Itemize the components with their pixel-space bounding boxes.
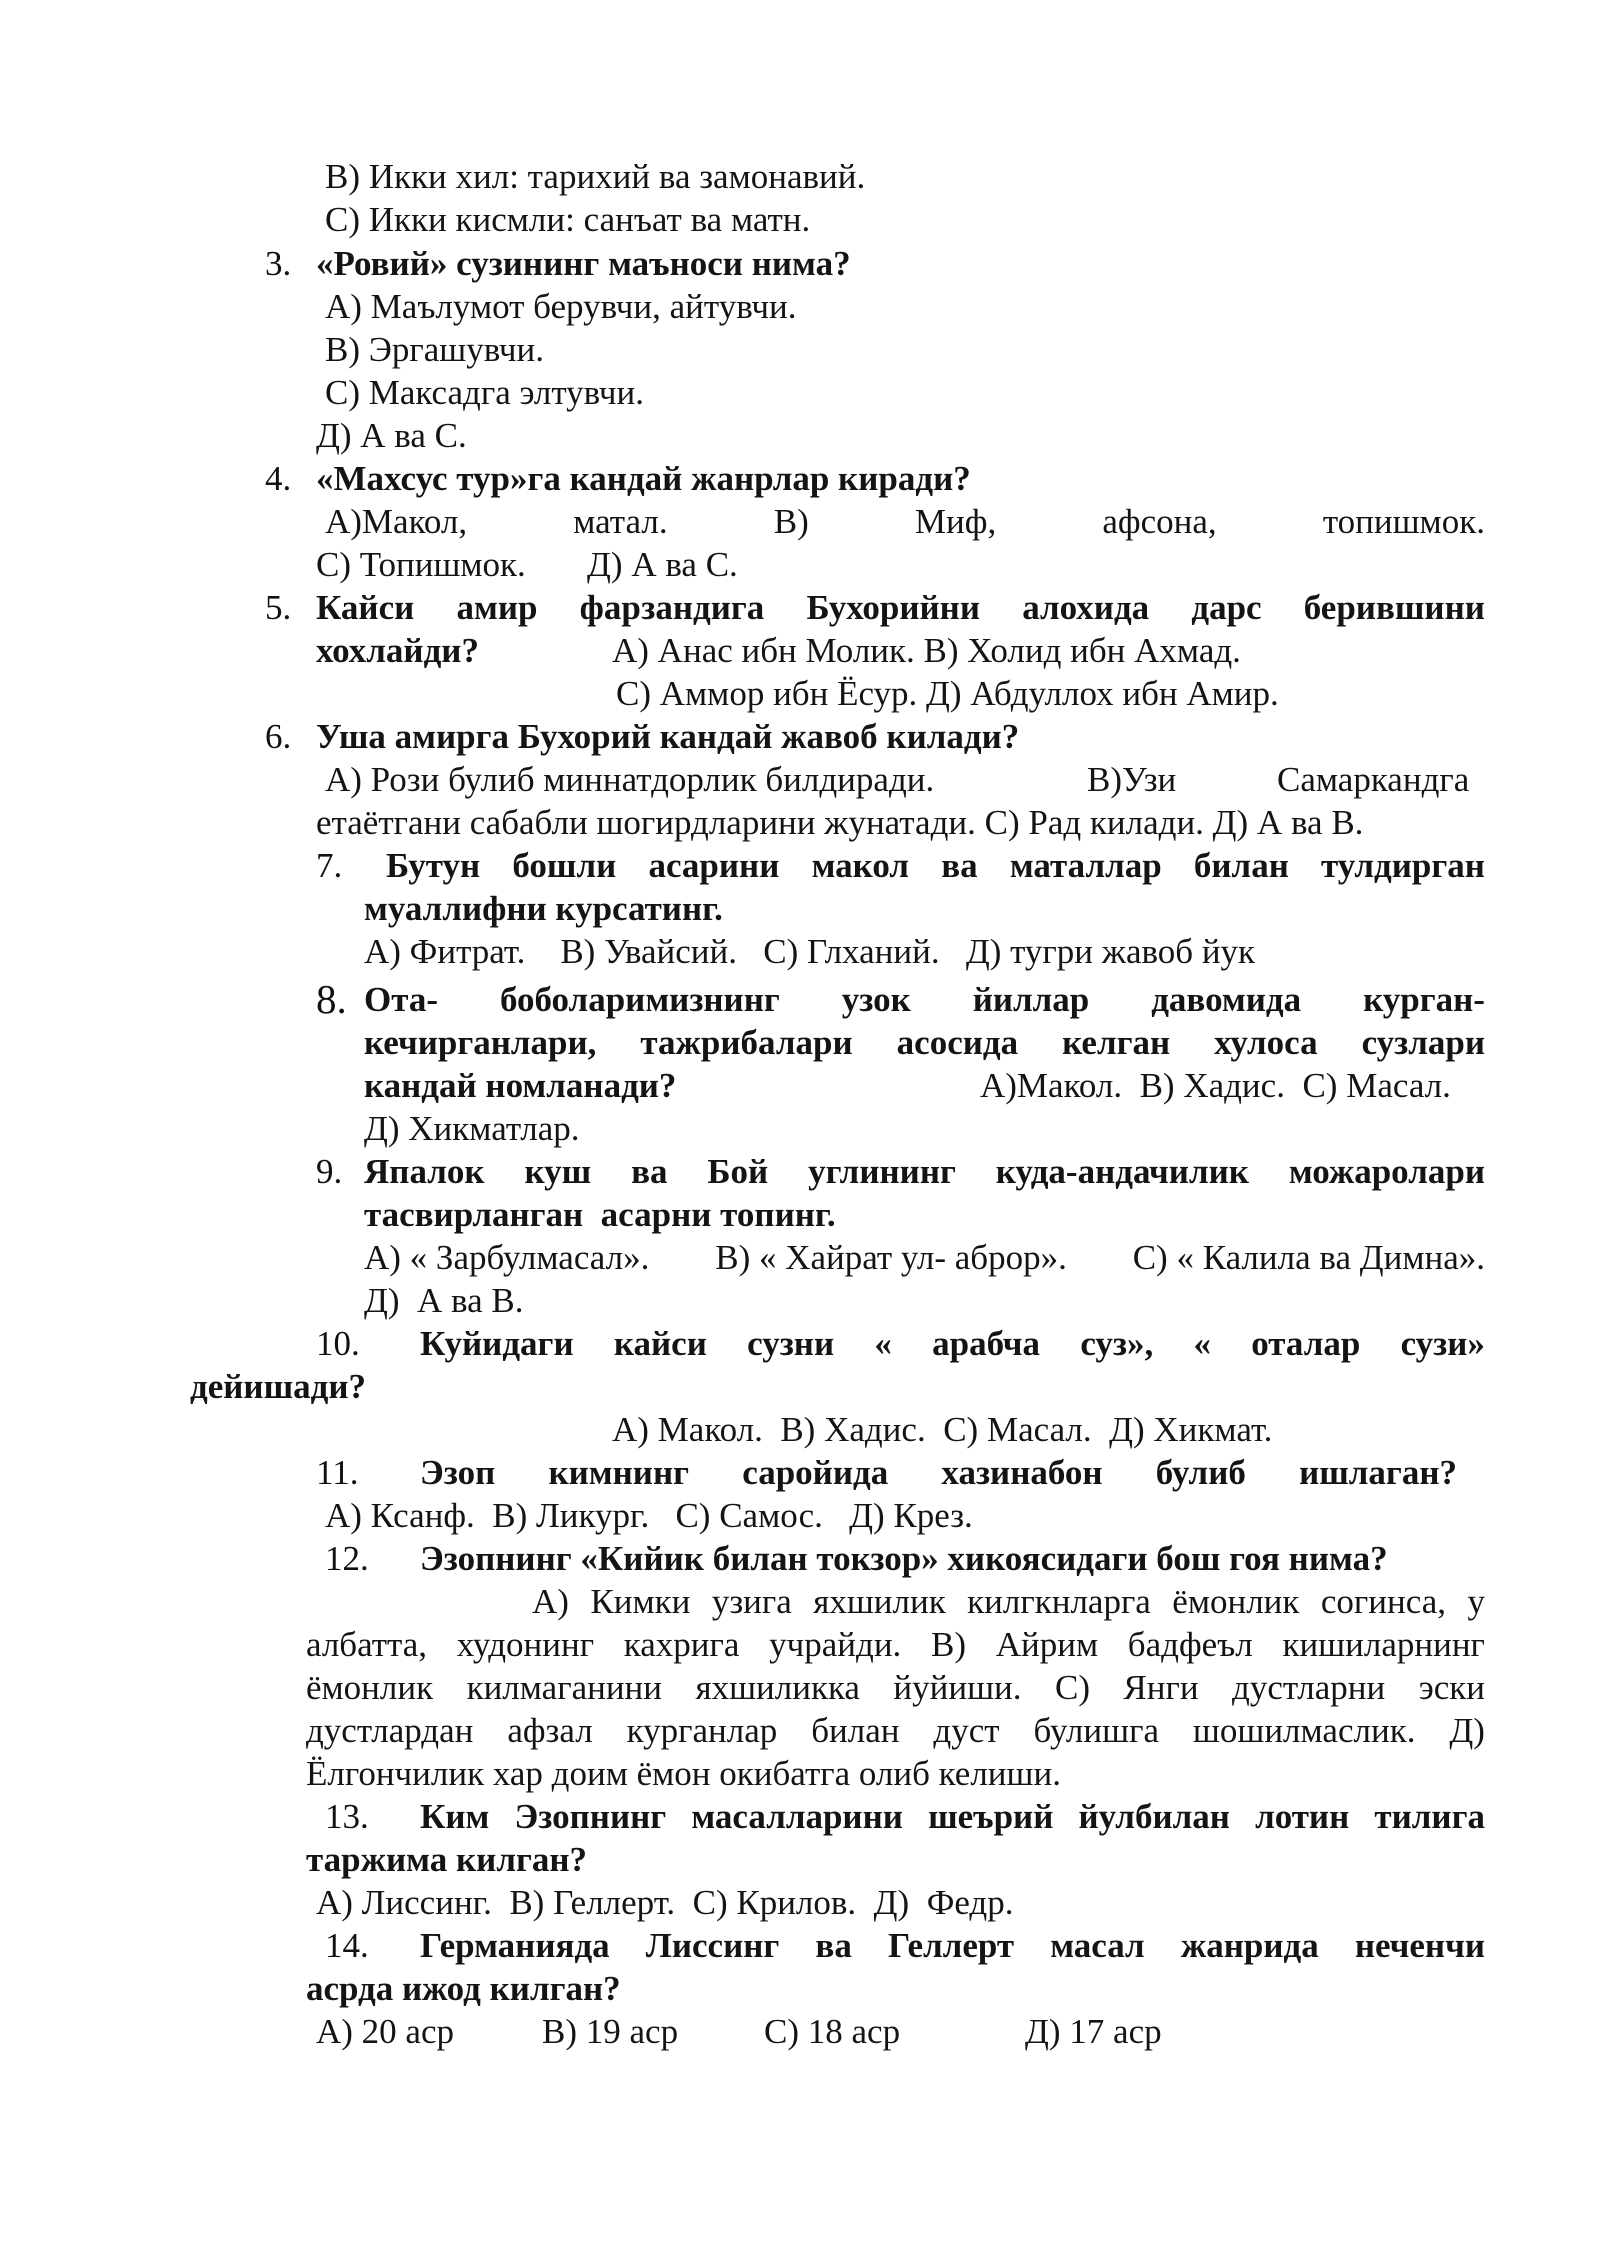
answer-word: яхшиликка: [695, 1668, 860, 1707]
question-word: Ким: [420, 1797, 490, 1836]
answer-word: билан: [811, 1711, 900, 1750]
question-word: ва: [631, 1152, 668, 1191]
question-word: алохида: [1022, 588, 1150, 627]
answer-word: афзал: [507, 1711, 593, 1750]
question-number: 3.: [265, 244, 292, 283]
question-text: [420, 1451, 1457, 1494]
answer-line: Д) А ва В.: [364, 1281, 524, 1320]
answer-line: В)Узи: [1087, 760, 1177, 799]
question-word: куш: [524, 1152, 592, 1191]
question-word: можаролари: [1288, 1152, 1485, 1191]
answer-word: узига: [711, 1582, 792, 1621]
question-number: 9.: [316, 1152, 343, 1191]
question-number: 13.: [325, 1797, 369, 1836]
question-word: Ота-: [364, 980, 438, 1019]
answer-line: А) Фитрат. В) Увайсий. С) Глханий. Д) тугри жавоб йук: [364, 932, 1256, 971]
question-word: макол: [811, 846, 910, 885]
question-number: 6.: [265, 717, 292, 756]
question-number: 14.: [325, 1926, 369, 1965]
question-number: 8.: [316, 976, 347, 1022]
question-word: углининг: [808, 1152, 956, 1191]
question-text: [386, 844, 1485, 887]
question-text: Эзопнинг «Кийик билан токзор» хикоясидаги бош гоя нима?: [420, 1539, 1388, 1578]
answer-line: С) Топишмок. Д) А ва С.: [316, 545, 738, 584]
answer-option: С) 18 аср: [764, 2012, 901, 2051]
question-word: ва: [815, 1926, 852, 1965]
question-word: Бой: [707, 1152, 769, 1191]
question-text: тасвирланган асарни топинг.: [364, 1195, 836, 1234]
question-word: курган-: [1363, 980, 1485, 1019]
answer-word: бадфеъл: [1127, 1625, 1253, 1664]
question-number: 11.: [316, 1453, 359, 1492]
answer-word: ёмонлик: [1172, 1582, 1300, 1621]
answer-word: шошилмаслик.: [1192, 1711, 1416, 1750]
answer-line: Д) Хикматлар.: [364, 1109, 580, 1148]
answer-option: Д) 17 аср: [1025, 2012, 1162, 2051]
question-text: «Ровий» сузининг маъноси нима?: [316, 244, 851, 283]
answer-line: А) Рози булиб миннатдорлик билдиради.: [325, 760, 935, 799]
question-word: неченчи: [1354, 1926, 1485, 1965]
question-number: 10.: [316, 1324, 360, 1363]
answer-word: В): [773, 502, 809, 541]
answer-word: А)Макол,: [325, 502, 468, 541]
question-word: билан: [1193, 846, 1289, 885]
question-word: шеърий: [928, 1797, 1054, 1836]
question-text: таржима килган?: [306, 1840, 588, 1879]
answer-word: Миф,: [914, 502, 997, 541]
question-text: асрда ижод килган?: [306, 1969, 621, 2008]
question-word: фарзандига: [579, 588, 765, 627]
question-text: дейишади?: [190, 1367, 366, 1406]
question-text: [316, 586, 1485, 629]
question-word: ишлаган?: [1299, 1453, 1457, 1492]
question-word: Бухорийни: [806, 588, 981, 627]
question-number: 5.: [265, 588, 292, 627]
question-word: лотин: [1255, 1797, 1350, 1836]
answer-word: учрайди.: [769, 1625, 902, 1664]
question-number: 7.: [316, 846, 343, 885]
answer-line: [325, 500, 1485, 543]
question-word: дарс: [1191, 588, 1262, 627]
question-word: амир: [456, 588, 538, 627]
question-word: келган: [1062, 1023, 1171, 1062]
answer-option: С) « Калила ва Димна».: [1132, 1238, 1485, 1277]
answer-option: В) Эргашувчи.: [325, 330, 544, 369]
question-word: боболаримизнинг: [499, 980, 780, 1019]
question-text: [420, 1322, 1485, 1365]
answer-option: А) 20 аср: [316, 2012, 455, 2051]
answer-option: А) « Зарбулмасал».: [364, 1238, 650, 1277]
answer-line: А)Макол. В) Хадис. С) Масал.: [980, 1066, 1451, 1105]
question-word: йулбилан: [1078, 1797, 1230, 1836]
question-text: [420, 1795, 1485, 1838]
question-word: Кайси: [316, 588, 415, 627]
question-word: сузни: [747, 1324, 835, 1363]
question-text: хохлайди?: [316, 631, 479, 670]
answer-option: В) Икки хил: тарихий ва замонавий.: [325, 157, 866, 196]
answer-word: дустлардан: [306, 1711, 474, 1750]
question-word: асосида: [896, 1023, 1019, 1062]
question-word: хазинабон: [941, 1453, 1103, 1492]
question-word: Геллерт: [887, 1926, 1015, 1965]
answer-line: [306, 1666, 1485, 1709]
answer-word: худонинг: [456, 1625, 595, 1664]
question-word: «: [874, 1324, 892, 1363]
answer-line: А) Ксанф. В) Ликург. С) Самос. Д) Крез.: [325, 1496, 973, 1535]
question-word: булиб: [1155, 1453, 1246, 1492]
answer-line: А) Лиссинг. В) Геллерт. С) Крилов. Д) Федр.: [316, 1883, 1014, 1922]
answer-word: топишмок.: [1322, 502, 1485, 541]
question-word: Япалок: [364, 1152, 485, 1191]
answer-option: В) 19 аср: [542, 2012, 679, 2051]
answer-word: яхшилик: [813, 1582, 946, 1621]
question-text: [364, 1150, 1485, 1193]
question-word: Эзоп: [420, 1453, 496, 1492]
answer-word: А): [532, 1582, 569, 1621]
question-word: тилига: [1374, 1797, 1485, 1836]
answer-word: Янги: [1123, 1668, 1199, 1707]
answer-option: В) « Хайрат ул- аброр».: [715, 1238, 1067, 1277]
answer-word: дуст: [933, 1711, 1000, 1750]
question-word: сузлари: [1361, 1023, 1485, 1062]
answer-option: А) Маълумот берувчи, айтувчи.: [325, 287, 797, 326]
question-text: Уша амирга Бухорий кандай жавоб килади?: [316, 717, 1020, 756]
question-word: тажрибалари: [640, 1023, 853, 1062]
question-word: тулдирган: [1321, 846, 1485, 885]
question-word: «: [1193, 1324, 1211, 1363]
question-word: сузи»: [1400, 1324, 1485, 1363]
answer-line: А) Анас ибн Молик. В) Холид ибн Ахмад.: [612, 631, 1241, 670]
question-text: [364, 1021, 1485, 1064]
answer-word: йуйиши.: [893, 1668, 1022, 1707]
answer-option: С) Максадга элтувчи.: [325, 373, 644, 412]
answer-word: В): [931, 1625, 966, 1664]
question-word: Лиссинг: [645, 1926, 780, 1965]
question-word: бошли: [512, 846, 617, 885]
answer-word: дустларни: [1232, 1668, 1386, 1707]
answer-word: матал.: [573, 502, 668, 541]
answer-word: афсона,: [1102, 502, 1217, 541]
question-text: [364, 978, 1485, 1021]
answer-line: Ёлгончилик хар доим ёмон окибатга олиб келиши.: [306, 1754, 1061, 1793]
answer-word: Д): [1449, 1711, 1485, 1750]
question-word: куда-андачилик: [995, 1152, 1249, 1191]
question-number: 12.: [325, 1539, 369, 1578]
answer-word: Кимки: [590, 1582, 691, 1621]
question-word: кимнинг: [548, 1453, 690, 1492]
question-word: Бутун: [386, 846, 481, 885]
answer-word: С): [1054, 1668, 1090, 1707]
answer-line: А) Макол. В) Хадис. С) Масал. Д) Хикмат.: [612, 1410, 1273, 1449]
question-word: Эзопнинг: [514, 1797, 667, 1836]
answer-word: килмаганини: [466, 1668, 663, 1707]
question-text: муаллифни курсатинг.: [364, 889, 723, 928]
question-word: ва: [941, 846, 978, 885]
answer-option: Д) А ва С.: [316, 416, 467, 455]
answer-word: у: [1467, 1582, 1485, 1621]
answer-line: Самаркандга: [1277, 760, 1470, 799]
question-word: давомида: [1151, 980, 1302, 1019]
answer-word: Айрим: [995, 1625, 1099, 1664]
answer-word: согинса,: [1320, 1582, 1446, 1621]
question-word: Германияда: [420, 1926, 610, 1965]
question-word: узок: [841, 980, 911, 1019]
answer-word: курганлар: [626, 1711, 778, 1750]
question-word: маталлар: [1009, 846, 1162, 885]
question-word: хулоса: [1214, 1023, 1318, 1062]
answer-line: [306, 1709, 1485, 1752]
answer-word: эски: [1418, 1668, 1485, 1707]
question-word: саройида: [742, 1453, 889, 1492]
question-word: берившини: [1303, 588, 1485, 627]
answer-option: С) Икки кисмли: санъат ва матн.: [325, 200, 811, 239]
question-word: жанрида: [1180, 1926, 1319, 1965]
question-word: Куйидаги: [420, 1324, 574, 1363]
answer-line: [306, 1623, 1485, 1666]
question-text: [420, 1924, 1485, 1967]
question-text: «Махсус тур»га кандай жанрлар киради?: [316, 459, 971, 498]
question-word: суз»,: [1080, 1324, 1154, 1363]
answer-word: ёмонлик: [306, 1668, 434, 1707]
answer-word: булишга: [1033, 1711, 1159, 1750]
question-word: арабча: [932, 1324, 1041, 1363]
question-word: масалларини: [691, 1797, 903, 1836]
answer-line: етаётгани сабабли шогирдларини жунатади. С) Рад килади. Д) А ва В.: [316, 803, 1364, 842]
answer-word: кишиларнинг: [1282, 1625, 1485, 1664]
answer-word: албатта,: [306, 1625, 428, 1664]
question-text: кандай номланади?: [364, 1066, 677, 1105]
question-word: кайси: [613, 1324, 707, 1363]
answer-line: [364, 1236, 1485, 1279]
question-word: кечирганлари,: [364, 1023, 597, 1062]
answer-word: килгкнларга: [967, 1582, 1151, 1621]
answer-word: кахрига: [623, 1625, 740, 1664]
question-word: йиллар: [972, 980, 1090, 1019]
question-word: асарини: [648, 846, 780, 885]
answer-line: [532, 1580, 1485, 1623]
answer-line: С) Аммор ибн Ёсур. Д) Абдуллох ибн Амир.: [616, 674, 1279, 713]
question-number: 4.: [265, 459, 292, 498]
question-word: масал: [1050, 1926, 1145, 1965]
question-word: оталар: [1251, 1324, 1361, 1363]
